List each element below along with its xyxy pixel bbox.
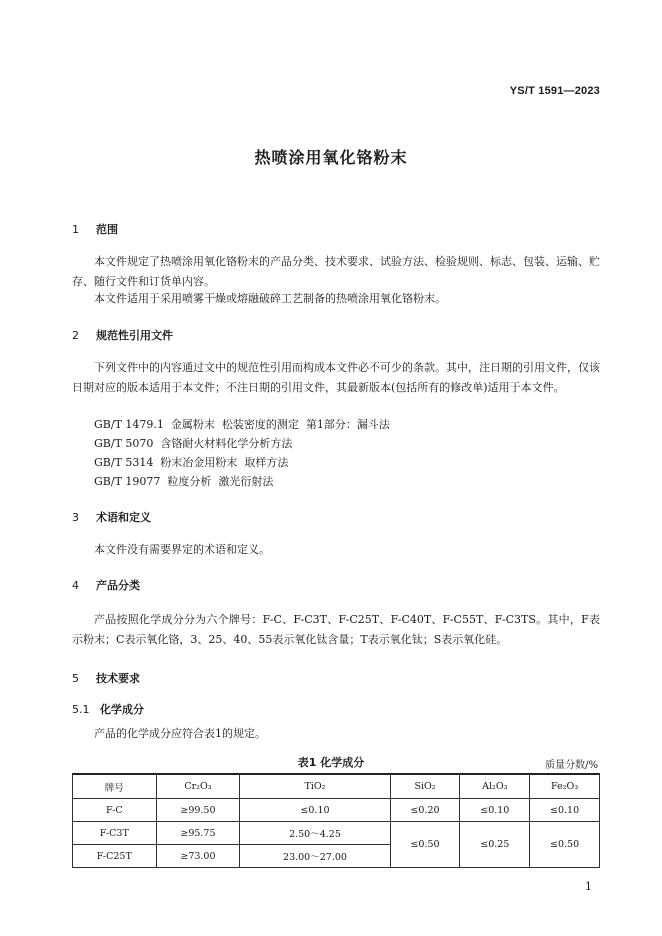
section-3-paragraph-1: 本文件没有需要界定的术语和定义。 <box>94 543 270 556</box>
section-5-heading <box>72 670 140 686</box>
table-cell: ≥73.00 <box>156 845 240 868</box>
table-cell: 2.50～4.25 <box>240 822 390 845</box>
column-header: Al₂O₃ <box>460 774 530 799</box>
table-row <box>73 822 600 845</box>
document-title: 热喷涂用氧化铬粉末 <box>254 148 408 167</box>
chemical-composition-table <box>72 773 600 868</box>
section-number: 3 <box>72 511 79 524</box>
section-4-heading <box>72 577 140 593</box>
section-number: 1 <box>72 223 79 236</box>
column-header: TiO₂ <box>240 774 390 799</box>
reference-item: GB/T 19077 粒度分析 激光衍射法 <box>94 475 274 488</box>
table-cell: ≤0.10 <box>460 799 530 822</box>
column-header: Fe₂O₃ <box>530 774 600 799</box>
reference-item: GB/T 1479.1 金属粉末 松装密度的测定 第1部分：漏斗法 <box>94 418 390 431</box>
table-cell: F-C <box>73 799 157 822</box>
table-row <box>73 799 600 822</box>
section-number: 4 <box>72 579 79 592</box>
table-cell: 23.00～27.00 <box>240 845 390 868</box>
table-cell: F-C25T <box>73 845 157 868</box>
table-cell: ≥99.50 <box>156 799 240 822</box>
table-cell: ≤0.10 <box>240 799 390 822</box>
section-4-paragraph-1: 产品按照化学成分分为六个牌号：F-C、F-C3T、F-C25T、F-C40T、F-C55T、F-C3TS。其中，F表示粉末；C表示氧化铬，3、25、40、55表示氧化钛含量；T表示氧化钛；S表示氧化硅。 <box>72 613 600 646</box>
reference-item: GB/T 5314 粉末冶金用粉末 取样方法 <box>94 456 289 469</box>
section-title: 产品分类 <box>96 579 140 592</box>
section-title: 规范性引用文件 <box>96 329 173 342</box>
section-number: 5 <box>72 672 79 685</box>
section-2-paragraph-1: 下列文件中的内容通过文中的规范性引用而构成本文件必不可少的条款。其中，注日期的引用文件，仅该日期对应的版本适用于本文件；不注日期的引用文件，其最新版本(包括所有的修改单)适用于本文件。 <box>72 361 600 394</box>
merged-cell: ≤0.50 <box>530 822 600 868</box>
section-3-heading <box>72 509 151 525</box>
page-number: 1 <box>585 880 592 893</box>
standard-code: YS/T 1591—2023 <box>509 85 600 97</box>
section-5-1-heading <box>72 701 144 717</box>
section-title: 化学成分 <box>100 703 144 716</box>
merged-cell: ≤0.25 <box>460 822 530 868</box>
section-1-paragraph-2: 本文件适用于采用喷雾干燥或熔融破碎工艺制备的热喷涂用氧化铬粉末。 <box>94 292 446 305</box>
section-5-1-paragraph-1: 产品的化学成分应符合表1的规定。 <box>94 727 266 740</box>
table-cell: ≥95.75 <box>156 822 240 845</box>
section-title: 范围 <box>96 223 118 236</box>
section-title: 技术要求 <box>96 672 140 685</box>
table-unit: 质量分数/% <box>545 760 598 771</box>
reference-item: GB/T 5070 含铬耐火材料化学分析方法 <box>94 437 293 450</box>
column-header: SiO₂ <box>390 774 460 799</box>
column-header: 牌号 <box>73 774 157 799</box>
table-cell: ≤0.10 <box>530 799 600 822</box>
table-cell: ≤0.20 <box>390 799 460 822</box>
section-1-paragraph-1: 本文件规定了热喷涂用氧化铬粉末的产品分类、技术要求、试验方法、检验规则、标志、包装、运输、贮存、随行文件和订货单内容。 <box>72 255 600 288</box>
section-title: 术语和定义 <box>96 511 151 524</box>
table-caption: 表1 化学成分 <box>297 756 365 769</box>
table-header-row <box>73 774 600 799</box>
section-number: 2 <box>72 329 79 342</box>
table-cell: F-C3T <box>73 822 157 845</box>
section-number: 5.1 <box>72 703 90 716</box>
merged-cell: ≤0.50 <box>390 822 460 868</box>
column-header: Cr₂O₃ <box>156 774 240 799</box>
section-1-heading <box>72 221 118 237</box>
section-2-heading <box>72 327 173 343</box>
